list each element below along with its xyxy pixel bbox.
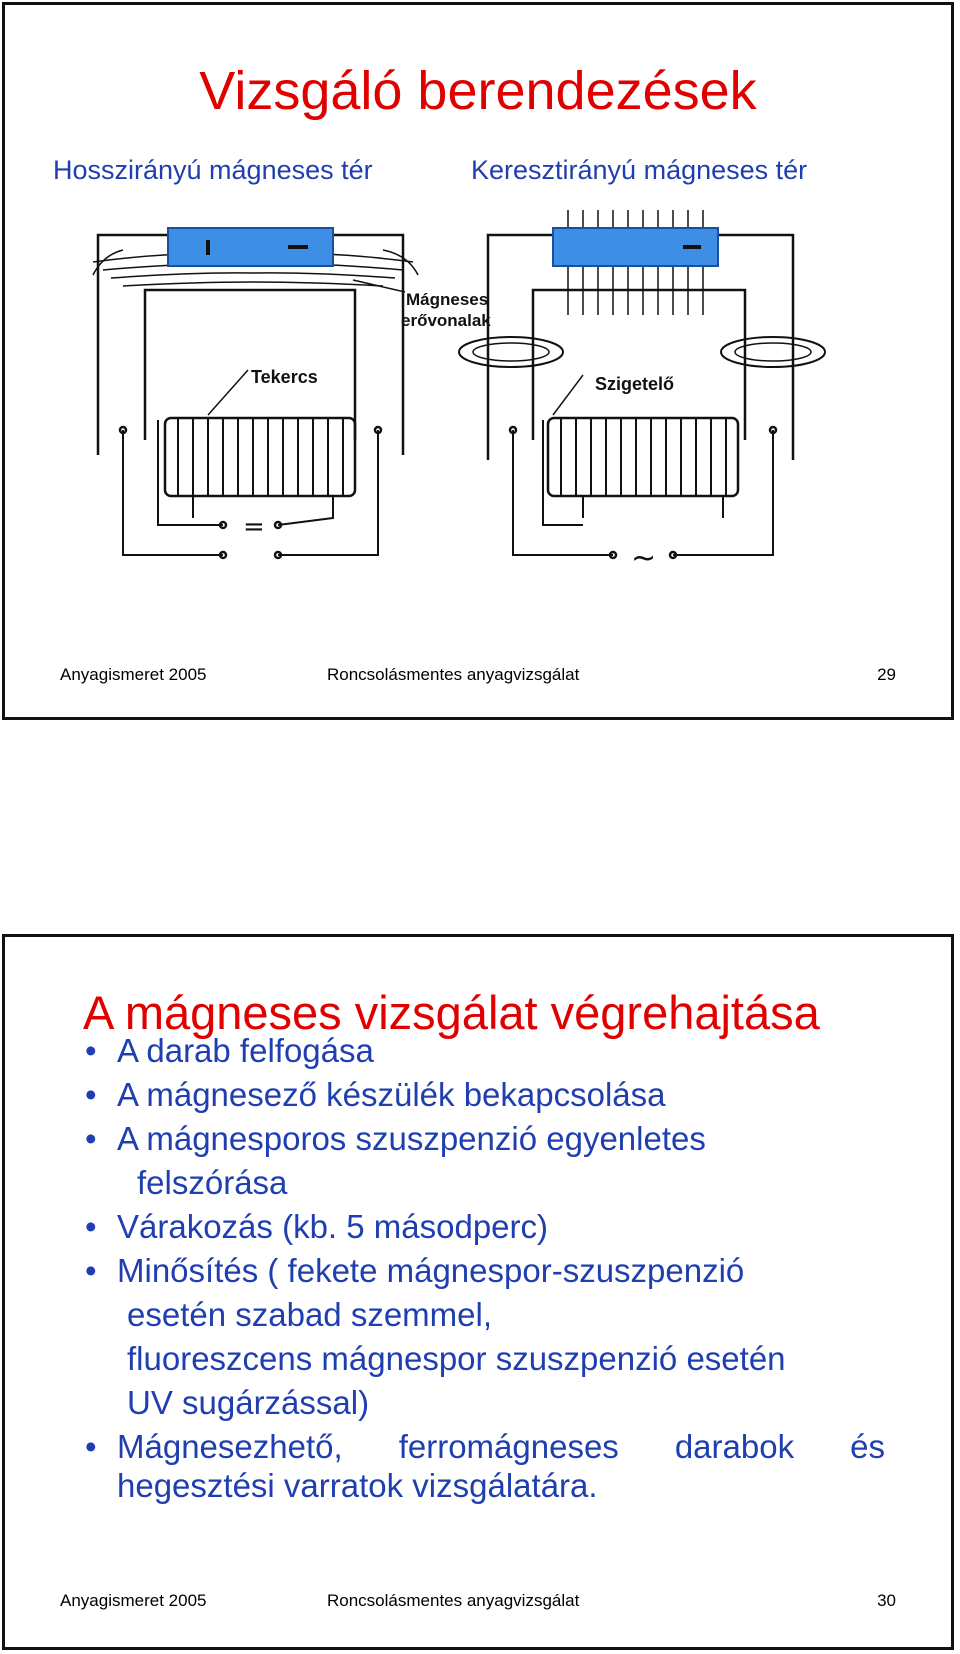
magnetizing-equipment-diagram bbox=[83, 200, 883, 620]
bullet-item: • A darab felfogása bbox=[85, 1029, 885, 1073]
footer-page-number: 29 bbox=[877, 665, 896, 684]
bullet-item: • Várakozás (kb. 5 másodperc) bbox=[85, 1205, 885, 1249]
label-field-lines-2: erővonalak bbox=[401, 311, 491, 330]
ac-symbol: ~ bbox=[631, 541, 657, 576]
bullet-item: • Minősítés ( fekete mágnespor-szuszpenzió esetén szabad szemmel, fluoreszcens mágnespor szuszpenzió esetén UV sugárzással) bbox=[85, 1249, 885, 1425]
left-yoke-device bbox=[93, 235, 418, 558]
label-insulator: Szigetelő bbox=[595, 374, 675, 394]
subtitle-longitudinal: Hosszirányú mágneses tér bbox=[53, 155, 373, 185]
footer-page-number: 30 bbox=[877, 1591, 896, 1610]
slide-29 bbox=[2, 2, 954, 720]
left-workpiece bbox=[168, 228, 333, 266]
label-field-lines-1: Mágneses bbox=[406, 290, 489, 309]
slide-title: Vizsgáló berendezések bbox=[199, 61, 757, 121]
footer-course: Anyagismeret 2005 bbox=[60, 1591, 207, 1610]
label-coil: Tekercs bbox=[251, 367, 318, 387]
footer-topic: Roncsolásmentes anyagvizsgálat bbox=[327, 1591, 580, 1610]
dc-symbol: = bbox=[243, 512, 265, 542]
slide-title: A mágneses vizsgálat végrehajtása bbox=[83, 986, 820, 1039]
bullet-item: • A mágnesporos szuszpenzió egyenletes felszórása bbox=[85, 1117, 885, 1205]
footer-topic: Roncsolásmentes anyagvizsgálat bbox=[327, 665, 580, 684]
bullet-item: • Mágnesezhető, ferromágneses darabok és hegesztési varratok vizsgálatára. bbox=[85, 1425, 885, 1503]
bullet-item: • A mágnesező készülék bekapcsolása bbox=[85, 1073, 885, 1117]
procedure-bullet-list bbox=[85, 1029, 885, 1503]
footer-course: Anyagismeret 2005 bbox=[60, 665, 207, 684]
slide-30 bbox=[2, 934, 954, 1650]
subtitle-transverse: Keresztirányú mágneses tér bbox=[471, 155, 808, 185]
